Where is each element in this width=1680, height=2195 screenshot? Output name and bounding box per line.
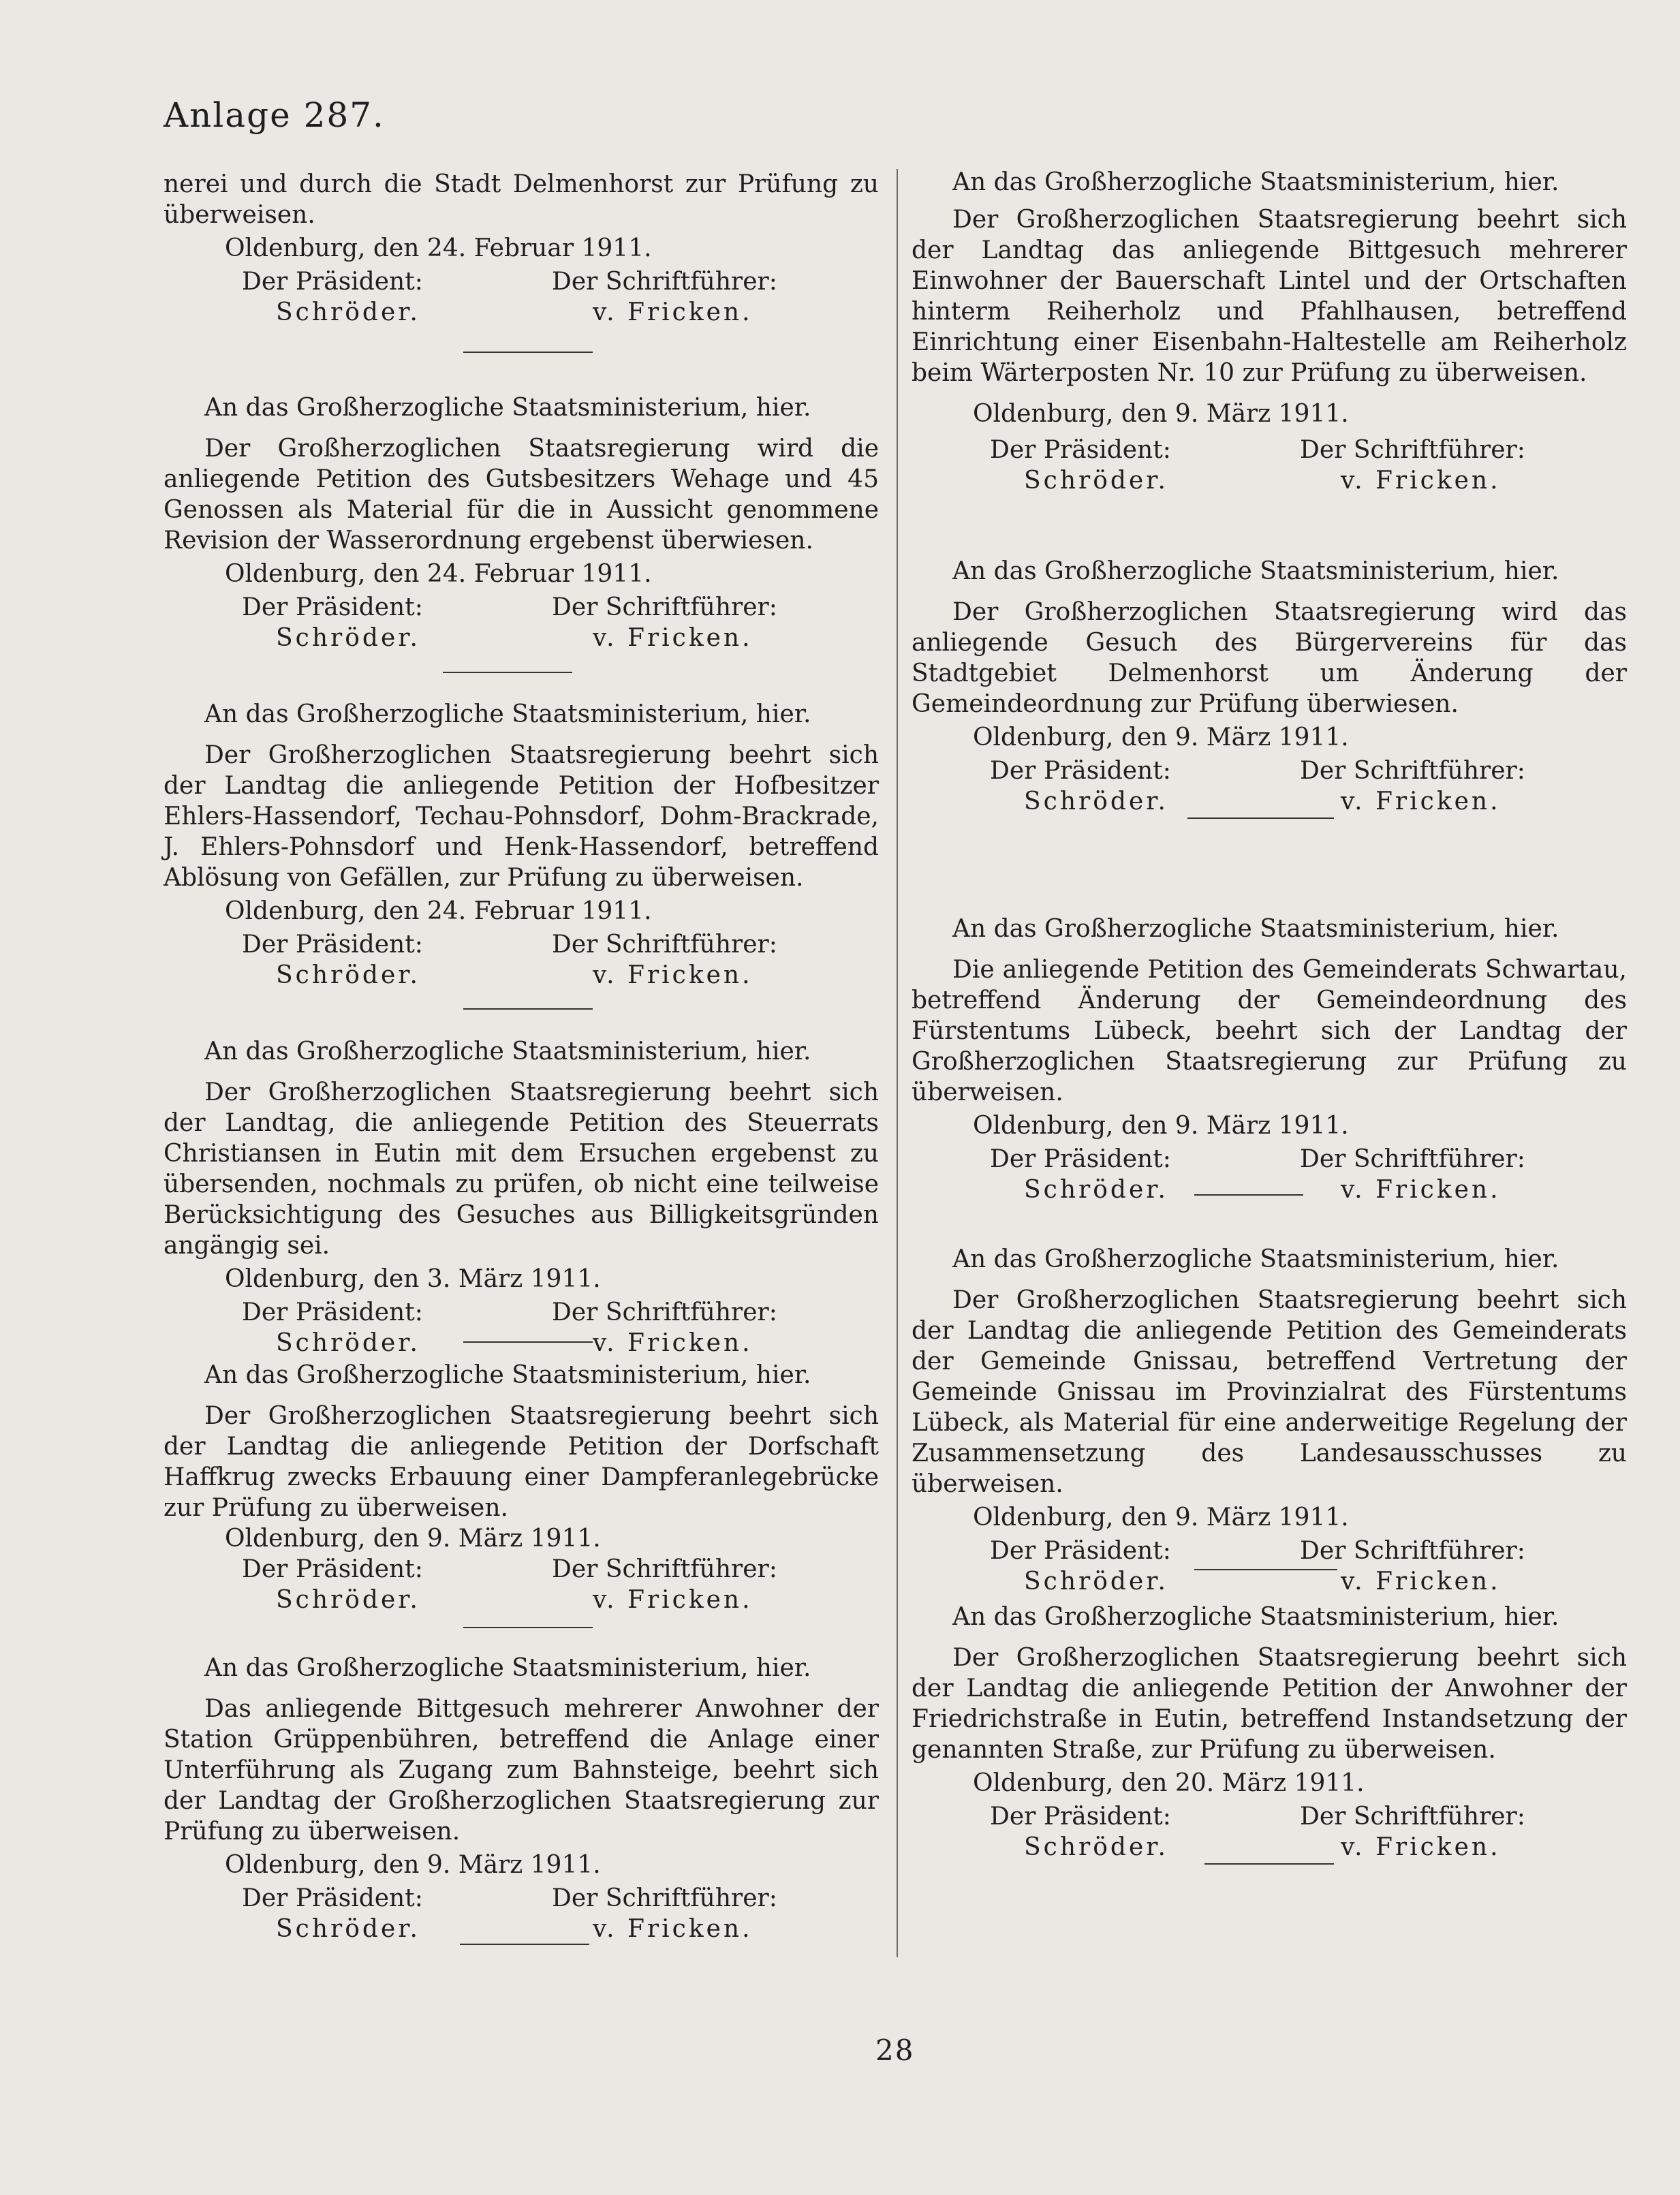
president-name: Schröder.: [276, 298, 420, 326]
secretary-label: Der Schriftführer:: [1300, 436, 1525, 464]
date-line: Oldenburg, den 24. Februar 1911.: [225, 560, 652, 588]
secretary-name: v. Fricken.: [1341, 1568, 1501, 1595]
president-name: Schröder.: [276, 1915, 420, 1943]
date-line: Oldenburg, den 9. März 1911.: [225, 1525, 601, 1553]
secretary-label: Der Schriftführer:: [1300, 757, 1525, 785]
separator-rule: [463, 1341, 593, 1343]
president-label: Der Präsident:: [242, 268, 423, 296]
recipient-line: An das Großherzogliche Staatsministerium, hier.: [204, 700, 811, 728]
annex-title: Anlage 287.: [164, 95, 385, 135]
petition-text: Die anliegende Petition des Gemeinderats Schwartau, betreffend Änderung der Gemeindeordnung des Fürstentums Lübeck, beehrt sich der Landtag der Großherzoglichen Staatsregierung zur Prüfung zu überweisen.: [912, 956, 1627, 1106]
signature-labels: [164, 266, 879, 297]
petition-text: Der Großherzoglichen Staatsregierung beehrt sich der Landtag die anliegende Petition der Hofbesitzer Ehlers-Hassendorf, Techau-Pohnsdorf, Dohm-Brackrade, J. Ehlers-Pohnsdorf und Henk-Hassendorf, betreffend Ablösung von Gefällen, zur Prüfung zu überweisen.: [164, 741, 879, 892]
signature-names: [912, 1174, 1627, 1205]
petition-entry: [164, 1647, 879, 1954]
recipient-line: An das Großherzogliche Staatsministerium, hier.: [952, 1603, 1559, 1631]
column-divider: [897, 169, 898, 1957]
petition-entry: [164, 1031, 879, 1357]
recipient-line: An das Großherzogliche Staatsministerium, hier.: [204, 1654, 811, 1682]
petition-text: Der Großherzoglichen Staatsregierung wird die anliegende Petition des Gutsbesitzers Wehage und 45 Genossen als Material für die in Aussicht genommene Revision der Wasserordnung ergebenst überwiesen.: [164, 435, 879, 555]
page-number: 28: [875, 2034, 915, 2067]
secretary-label: Der Schriftführer:: [552, 268, 777, 296]
signature-labels: [164, 1297, 879, 1328]
date-line: Oldenburg, den 9. März 1911.: [973, 400, 1349, 428]
left-column: [164, 169, 879, 1954]
president-name: Schröder.: [276, 624, 420, 652]
signature-names: [164, 623, 879, 653]
secretary-label: Der Schriftführer:: [552, 931, 777, 959]
date-line: Oldenburg, den 24. Februar 1911.: [225, 234, 652, 262]
separator-rule: [463, 352, 593, 353]
secretary-name: v. Fricken.: [593, 1915, 753, 1943]
petition-text: nerei und durch die Stadt Delmenhorst zur Prüfung zu überweisen.: [164, 170, 879, 229]
petition-entry: [912, 1596, 1627, 1937]
secretary-name: v. Fricken.: [1341, 788, 1501, 815]
date-line: Oldenburg, den 3. März 1911.: [225, 1265, 601, 1293]
recipient-line: An das Großherzogliche Staatsministerium, hier.: [952, 557, 1559, 585]
signature-labels: [912, 756, 1627, 786]
petition-text: Der Großherzoglichen Staatsregierung beehrt sich der Landtag das anliegende Bittgesuch mehrerer Einwohner der Bauerschaft Lintel und der Ortschaften hinterm Reiherholz und Pfahlhausen, betreffend Einrichtung einer Eisenbahn-Haltestelle am Reiherholz beim Wärterposten Nr. 10 zur Prüfung zu überweisen.: [912, 206, 1627, 387]
president-name: Schröder.: [276, 1329, 420, 1357]
signature-labels: [912, 1144, 1627, 1174]
secretary-label: Der Schriftführer:: [1300, 1145, 1525, 1173]
president-label: Der Präsident:: [990, 436, 1171, 464]
recipient-line: An das Großherzogliche Staatsministerium, hier.: [204, 394, 811, 422]
petition-entry: [164, 387, 879, 694]
president-label: Der Präsident:: [242, 593, 423, 621]
president-label: Der Präsident:: [990, 757, 1171, 785]
president-label: Der Präsident:: [242, 1884, 423, 1912]
secretary-name: v. Fricken.: [1341, 1176, 1501, 1204]
signature-names: [912, 465, 1627, 496]
signature-names: [912, 1566, 1627, 1597]
signature-labels: [164, 1554, 879, 1585]
petition-entry: [912, 908, 1627, 1239]
petition-text: Der Großherzoglichen Staatsregierung beehrt sich der Landtag die anliegende Petition der Dorfschaft Haffkrug zwecks Erbauung einer Dampferanlegebrücke zur Prüfung zu überweisen.: [164, 1402, 879, 1522]
president-name: Schröder.: [1024, 1568, 1168, 1595]
signature-labels: [912, 1801, 1627, 1832]
petition-text: Der Großherzoglichen Staatsregierung beehrt sich der Landtag die anliegende Petition der Anwohner der Friedrichstraße in Eutin, betreffend Instandsetzung der genannten Straße, zur Prüfung zu überweisen.: [912, 1644, 1627, 1764]
president-label: Der Präsident:: [990, 1537, 1171, 1565]
president-name: Schröder.: [276, 1586, 420, 1614]
president-name: Schröder.: [1024, 788, 1168, 815]
secretary-name: v. Fricken.: [593, 1586, 753, 1614]
secretary-label: Der Schriftführer:: [552, 593, 777, 621]
president-label: Der Präsident:: [242, 1555, 423, 1583]
recipient-line: An das Großherzogliche Staatsministerium, hier.: [952, 1245, 1559, 1273]
secretary-name: v. Fricken.: [593, 1329, 753, 1357]
separator-rule: [1194, 1569, 1337, 1570]
separator-rule: [463, 1008, 593, 1010]
recipient-line: An das Großherzogliche Staatsministerium, hier.: [952, 915, 1559, 943]
date-line: Oldenburg, den 9. März 1911.: [225, 1851, 601, 1879]
separator-rule: [460, 1944, 589, 1945]
president-name: Schröder.: [1024, 1176, 1168, 1204]
separator-rule: [463, 1627, 593, 1628]
separator-rule: [1187, 818, 1334, 819]
signature-labels: [164, 592, 879, 623]
signature-names: [164, 1585, 879, 1615]
secretary-label: Der Schriftführer:: [1300, 1803, 1525, 1831]
secretary-label: Der Schriftführer:: [552, 1298, 777, 1326]
petition-entry: [164, 169, 879, 387]
separator-rule: [1194, 1194, 1303, 1196]
date-line: Oldenburg, den 9. März 1911.: [973, 1504, 1349, 1531]
right-column: [912, 169, 1627, 1937]
signature-names: [164, 960, 879, 991]
petition-text: Das anliegende Bittgesuch mehrerer Anwohner der Station Grüppenbühren, betreffend die Anlage einer Unterführung als Zugang zum Bahnsteige, beehrt sich der Landtag der Großherzoglichen Staatsregierung zur Prüfung zu überweisen.: [164, 1695, 879, 1846]
date-line: Oldenburg, den 9. März 1911.: [973, 1112, 1349, 1140]
secretary-name: v. Fricken.: [593, 961, 753, 989]
separator-rule: [443, 672, 572, 673]
petition-entry: [912, 1239, 1627, 1596]
petition-entry: [912, 550, 1627, 908]
president-label: Der Präsident:: [242, 931, 423, 959]
secretary-name: v. Fricken.: [593, 624, 753, 652]
date-line: Oldenburg, den 24. Februar 1911.: [225, 897, 652, 925]
petition-entry: [164, 694, 879, 1031]
president-label: Der Präsident:: [990, 1145, 1171, 1173]
recipient-line: An das Großherzogliche Staatsministerium, hier.: [204, 1038, 811, 1065]
signature-names: [912, 1832, 1627, 1863]
petition-text: Der Großherzoglichen Staatsregierung beehrt sich der Landtag, die anliegende Petition des Steuerrats Christiansen in Eutin mit dem Ersuchen ergebenst zu übersenden, nochmals zu prüfen, ob nicht eine teilweise Berücksichtigung des Gesuches aus Billigkeitsgründen angängig sei.: [164, 1078, 879, 1260]
signature-names: [164, 297, 879, 328]
secretary-name: v. Fricken.: [1341, 1833, 1501, 1861]
signature-labels: [164, 929, 879, 960]
secretary-label: Der Schriftführer:: [552, 1884, 777, 1912]
president-label: Der Präsident:: [242, 1298, 423, 1326]
separator-rule: [1204, 1863, 1334, 1865]
secretary-name: v. Fricken.: [1341, 467, 1501, 495]
petition-entry: [912, 169, 1627, 550]
petition-text: Der Großherzoglichen Staatsregierung beehrt sich der Landtag die anliegende Petition des Gemeinderats der Gemeinde Gnissau, betreffend Vertretung der Gemeinde Gnissau im Provinzialrat des Fürstentums Lübeck, als Material für eine anderweitige Regelung der Zusammensetzung des Landesausschusses zu überweisen.: [912, 1286, 1627, 1498]
secretary-name: v. Fricken.: [593, 298, 753, 326]
secretary-label: Der Schriftführer:: [552, 1555, 777, 1583]
president-name: Schröder.: [1024, 1833, 1168, 1861]
date-line: Oldenburg, den 9. März 1911.: [973, 723, 1349, 751]
president-name: Schröder.: [1024, 467, 1168, 495]
recipient-line: An das Großherzogliche Staatsministerium, hier.: [204, 1361, 811, 1389]
recipient-line: An das Großherzogliche Staatsministerium, hier.: [952, 168, 1559, 196]
signature-labels: [912, 435, 1627, 465]
petition-text: Der Großherzoglichen Staatsregierung wird das anliegende Gesuch des Bürgervereins für das Stadtgebiet Delmenhorst um Änderung der Gemeindeordnung zur Prüfung überwiesen.: [912, 598, 1627, 718]
signature-labels: [912, 1536, 1627, 1566]
signature-names: [164, 1914, 879, 1944]
president-label: Der Präsident:: [990, 1803, 1171, 1831]
secretary-label: Der Schriftführer:: [1300, 1537, 1525, 1565]
date-line: Oldenburg, den 20. März 1911.: [973, 1769, 1365, 1797]
signature-names: [912, 786, 1627, 817]
president-name: Schröder.: [276, 961, 420, 989]
signature-labels: [164, 1883, 879, 1914]
petition-entry: [164, 1354, 879, 1647]
